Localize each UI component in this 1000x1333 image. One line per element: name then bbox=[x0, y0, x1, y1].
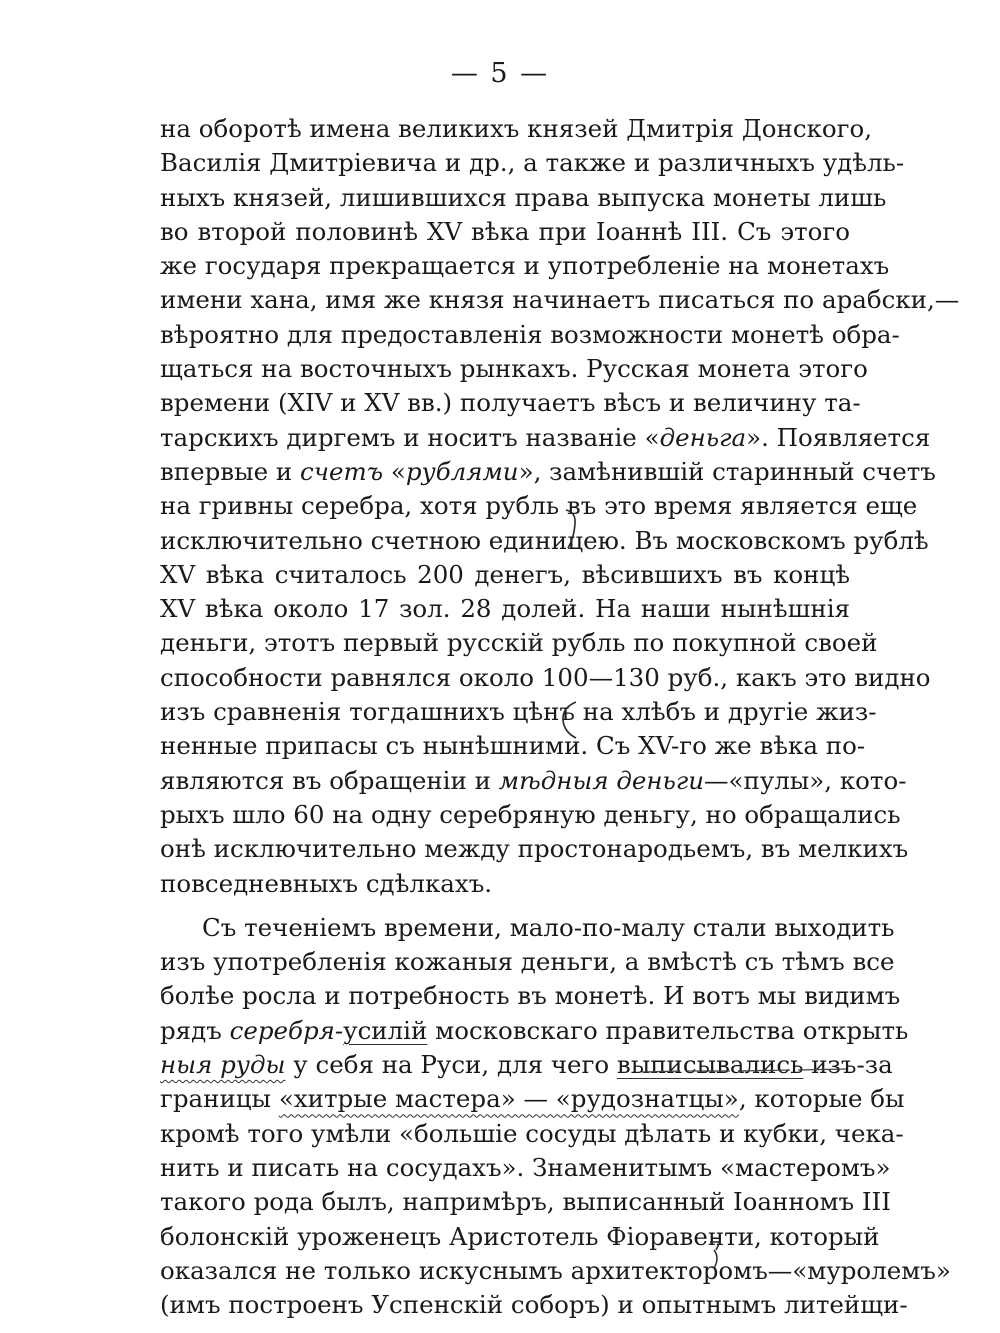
italic-term: рублями bbox=[405, 456, 519, 486]
text-line bbox=[160, 181, 887, 215]
text-line bbox=[160, 626, 878, 660]
text-line bbox=[160, 1048, 893, 1082]
text-line bbox=[160, 386, 861, 420]
text-run: изъ употребленія кожаныя деньги, а вмѣстѣ съ тѣмъ все bbox=[160, 947, 895, 977]
text-run: тарскихъ диргемъ и носитъ названіе « bbox=[160, 422, 660, 452]
text-run: , которые бы bbox=[738, 1084, 905, 1114]
text-run: XV вѣка около 17 зол. 28 долей. На наши нынѣшнія bbox=[160, 594, 850, 624]
wavy-underlined-text: «хитрые мастера» — «рудознатцы» bbox=[278, 1084, 739, 1114]
text-run: впервые и bbox=[160, 456, 301, 486]
text-run: оказался не только искуснымъ архитекторомъ—«муролемъ» bbox=[160, 1255, 951, 1285]
text-line bbox=[160, 1117, 904, 1151]
text-run: на оборотѣ имена великихъ князей Дмитрія Донского, bbox=[160, 114, 873, 143]
text-line bbox=[160, 945, 895, 979]
text-run: ненные припасы съ нынѣшними. Съ XV-го же вѣка по- bbox=[160, 731, 866, 761]
italic-term: деньга bbox=[659, 422, 747, 452]
text-run: московскаго правительства открыть bbox=[427, 1015, 909, 1045]
italic-term: мѣдныя деньги bbox=[498, 765, 704, 795]
text-line bbox=[160, 764, 907, 798]
text-run: деньги, этотъ первый русскій рубль по покупной своей bbox=[160, 628, 878, 658]
text-run: времени (XIV и XV вв.) получаетъ вѣсъ и величину та- bbox=[160, 388, 861, 418]
text-run: вѣроятно для предоставленія возможности монетѣ обра- bbox=[160, 319, 900, 349]
text-line bbox=[160, 489, 918, 523]
text-run: болѣе росла и потребность въ монетѣ. И вотъ мы видимъ bbox=[160, 981, 901, 1011]
text-line bbox=[160, 558, 850, 592]
text-run: исключительно счетною единицею. Въ московскомъ рублѣ bbox=[160, 525, 929, 555]
text-run: нить и писать на сосудахъ». Знаменитымъ «мастеромъ» bbox=[160, 1152, 891, 1182]
text-run: болонскій уроженецъ Аристотель Фіоравенти, который bbox=[160, 1221, 880, 1251]
text-run: щаться на восточныхъ рынкахъ. Русская монета этого bbox=[160, 354, 868, 384]
text-run: ныхъ князей, лишившихся права выпуска монеты лишь bbox=[160, 182, 887, 212]
text-run: рыхъ шло 60 на одну серебряную деньгу, но обращались bbox=[160, 799, 901, 829]
text-run: —«пулы», кото- bbox=[704, 765, 907, 795]
text-line bbox=[160, 146, 905, 180]
text-run: во второй половинѣ XV вѣка при Іоаннѣ III. Съ этого bbox=[160, 216, 850, 246]
main-text bbox=[160, 112, 960, 1322]
underlined-text: усилій bbox=[343, 1015, 428, 1045]
text-line bbox=[160, 1151, 891, 1185]
text-line bbox=[160, 352, 868, 386]
text-line bbox=[160, 249, 890, 283]
text-line bbox=[160, 592, 850, 626]
text-line bbox=[160, 112, 873, 146]
paragraph-2 bbox=[160, 911, 951, 1323]
text-run: границы bbox=[160, 1084, 279, 1114]
text-run: Съ теченіемъ времени, мало-по-малу стали выходить bbox=[202, 912, 895, 942]
italic-term: счетъ bbox=[300, 456, 384, 486]
text-run: изъ-за bbox=[803, 1050, 893, 1080]
text-line bbox=[160, 283, 960, 317]
text-run: Василія Дмитріевича и др., а также и различныхъ удѣль- bbox=[160, 148, 905, 178]
text-line bbox=[160, 455, 936, 489]
text-run: « bbox=[383, 456, 406, 486]
text-run: у себя на Руси, для чего bbox=[285, 1050, 617, 1080]
italic-term: ныя руды bbox=[160, 1050, 286, 1080]
page-number: — 5 — bbox=[450, 58, 550, 89]
text-line bbox=[160, 661, 931, 695]
text-line bbox=[160, 695, 877, 729]
text-line bbox=[160, 1254, 951, 1288]
text-line bbox=[160, 979, 901, 1013]
text-line bbox=[160, 798, 901, 832]
text-line bbox=[160, 867, 850, 901]
text-line bbox=[160, 215, 850, 249]
text-line bbox=[160, 1185, 891, 1219]
text-run: ». Появляется bbox=[746, 422, 931, 452]
text-run: способности равнялся около 100—130 руб., какъ это видно bbox=[160, 662, 931, 692]
text-run: XV вѣка считалось 200 денегъ, вѣсившихъ въ концѣ bbox=[160, 559, 850, 589]
text-run: изъ сравненія тогдашнихъ цѣнъ на хлѣбъ и другіе жиз- bbox=[160, 697, 877, 727]
text-run: (имъ построенъ Успенскій соборъ) и опытнымъ литейщи- bbox=[160, 1290, 908, 1320]
text-run: онѣ исключительно между простонародьемъ, въ мелкихъ bbox=[160, 834, 909, 864]
text-line bbox=[160, 1082, 905, 1116]
text-run: являются въ обращеніи и bbox=[160, 765, 499, 795]
text-run: », замѣнившій старинный счетъ bbox=[518, 456, 936, 486]
text-run: повседневныхъ сдѣлкахъ. bbox=[160, 868, 493, 898]
text-line bbox=[160, 524, 929, 558]
text-line bbox=[160, 1220, 880, 1254]
text-run: рядъ bbox=[160, 1015, 230, 1045]
text-line bbox=[160, 911, 895, 945]
italic-term: серебря- bbox=[229, 1015, 344, 1045]
text-run: на гривны серебра, хотя рубль въ это время является еще bbox=[160, 491, 918, 521]
text-run: кромѣ того умѣли «большіе сосуды дѣлать и кубки, чека- bbox=[160, 1118, 904, 1148]
text-line bbox=[160, 729, 866, 763]
text-run: же государя прекращается и употребленіе на монетахъ bbox=[160, 251, 890, 281]
underlined-text: выписывались bbox=[616, 1050, 804, 1080]
text-line bbox=[160, 1014, 909, 1048]
text-line bbox=[160, 832, 909, 866]
text-line bbox=[160, 421, 931, 455]
text-line bbox=[160, 1288, 908, 1322]
paragraph-1 bbox=[160, 112, 960, 901]
text-run: такого рода былъ, напримѣръ, выписанный Іоанномъ III bbox=[160, 1187, 891, 1217]
text-line bbox=[160, 318, 900, 352]
text-run: имени хана, имя же князя начинаетъ писаться по арабски,— bbox=[160, 285, 960, 315]
